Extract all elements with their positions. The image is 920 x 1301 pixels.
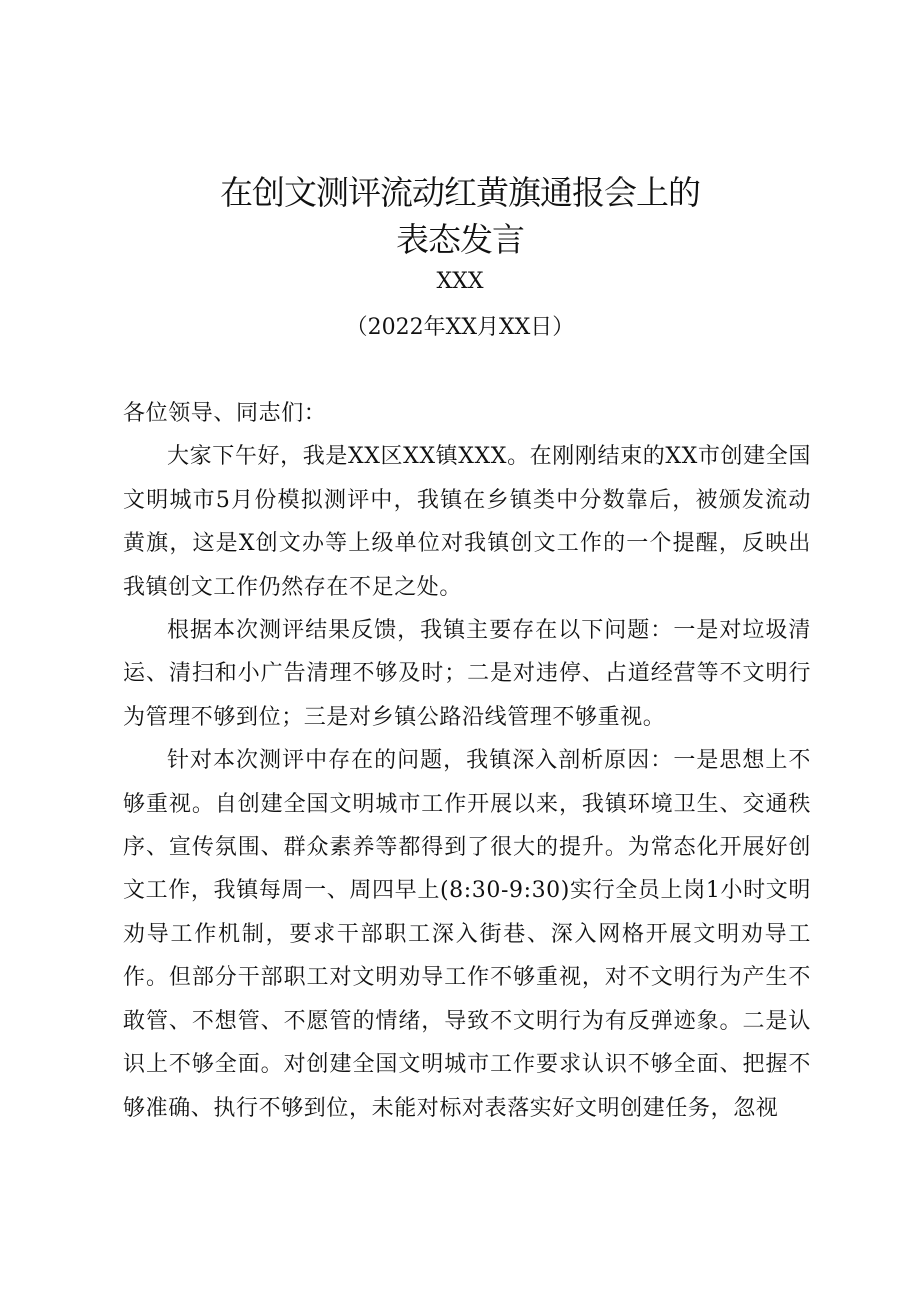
paragraph-greeting: 大家下午好，我是XX区XX镇XXX。在刚刚结束的XX市创建全国文明城市5月份模拟测评中，我镇在乡镇类中分数靠后，被颁发流动黄旗，这是X创文办等上级单位对我镇创文工作的一个提醒，反映出我镇创文工作仍然存在不足之处。 — [123, 444, 811, 600]
paragraph-causes: 针对本次测评中存在的问题，我镇深入剖析原因：一是思想上不够重视。自创建全国文明城市工作开展以来，我镇环境卫生、交通秩序、宣传氛围、群众素养等都得到了很大的提升。为常态化开展好创文工作，我镇每周一、周四早上(8:30-9:30)实行全员上岗1小时文明劝导工作机制，要求干部职工深入街巷、深入网格开展文明劝导工作。但部分干部职工对文明劝导工作不够重视，对不文明行为产生不敢管、不想管、不愿管的情绪，导致不文明行为有反弹迹象。二是认识上不够全面。对创建全国文明城市工作要求认识不够全面、把握不够准确、执行不够到位，未能对标对表落实好文明创建任务，忽视 — [123, 748, 811, 1121]
paragraph-problems: 根据本次测评结果反馈，我镇主要存在以下问题：一是对垃圾清运、清扫和小广告清理不够及时；二是对违停、占道经营等不文明行为管理不够到位；三是对乡镇公路沿线管理不够重视。 — [123, 618, 811, 730]
document-title-line-1: 在创文测评流动红黄旗通报会上的 — [220, 173, 700, 212]
document-body — [123, 392, 811, 1130]
author-name: XXX — [436, 269, 484, 294]
speech-date: （2022年XX月XX日） — [345, 315, 575, 340]
document-title-line-2: 表态发言 — [396, 220, 524, 259]
salutation: 各位领导、同志们： — [123, 401, 327, 426]
